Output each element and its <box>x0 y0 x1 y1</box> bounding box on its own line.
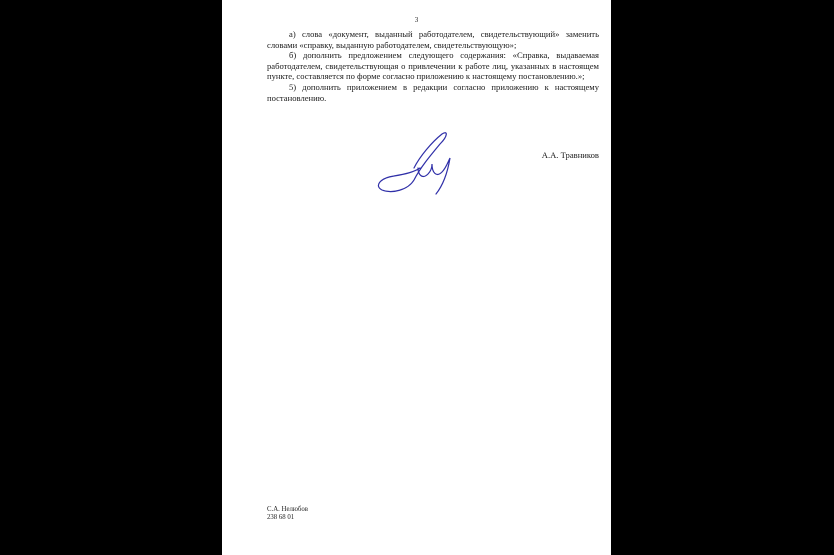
executor-name: С.А. Нелюбов <box>267 506 309 513</box>
page-number: 3 <box>414 16 419 24</box>
paragraph-b: б) дополнить предложением следующего содержания: «Справка, выдаваемая работодателем, свидетельствующая о привлечении к работе лиц, указанных в настоящем пункте, составляется по форме согласно приложению к настоящему постановлению.»; <box>267 50 599 82</box>
signer-name: А.А. Травников <box>541 150 599 160</box>
document-page <box>222 0 611 555</box>
executor-phone: 238 68 01 <box>267 514 295 522</box>
paragraph-5: 5) дополнить приложением в редакции согласно приложению к настоящему постановлению. <box>267 81 599 103</box>
signature-icon <box>374 128 464 200</box>
body-text <box>267 29 599 103</box>
paragraph-a: а) слова «документ, выданный работодателем, свидетельствующий» заменить словами «справку, выданную работодателем, свидетельствующую»; <box>267 29 599 50</box>
executor-block <box>267 506 308 522</box>
